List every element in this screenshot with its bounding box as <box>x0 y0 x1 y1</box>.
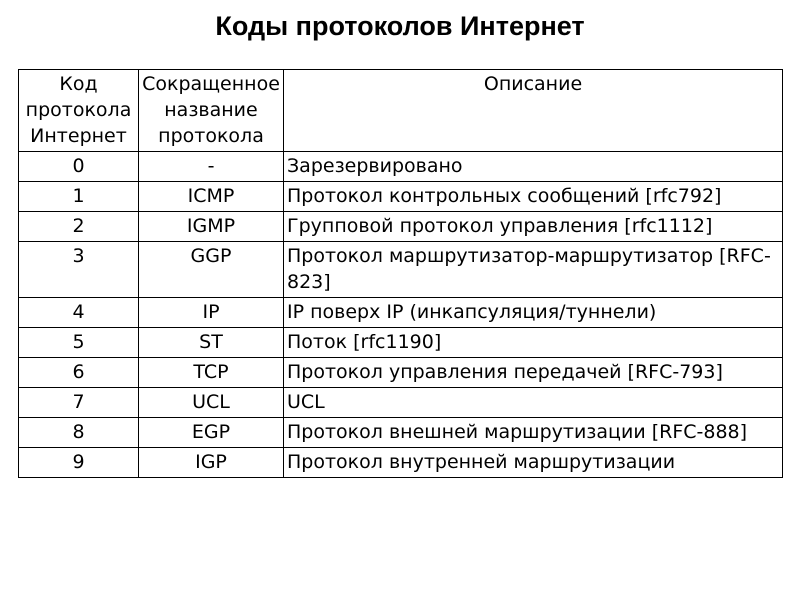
header-protocol-code: Код протокола Интернет <box>19 70 139 152</box>
protocol-description-cell: IP поверх IP (инкапсуляция/туннели) <box>284 298 783 328</box>
protocol-abbreviation-cell: IGP <box>139 448 284 478</box>
protocol-description-cell: Поток [rfc1190] <box>284 328 783 358</box>
table-body <box>19 152 783 478</box>
protocol-abbreviation-cell: TCP <box>139 358 284 388</box>
table-row <box>19 242 783 298</box>
protocol-code-cell: 1 <box>19 182 139 212</box>
protocol-description-cell: Протокол внутренней маршрутизации <box>284 448 783 478</box>
protocol-abbreviation-cell: - <box>139 152 284 182</box>
protocol-abbreviation-cell: IGMP <box>139 212 284 242</box>
protocol-abbreviation-cell: ICMP <box>139 182 284 212</box>
protocol-code-cell: 2 <box>19 212 139 242</box>
table-row <box>19 298 783 328</box>
protocol-abbreviation-cell: GGP <box>139 242 284 298</box>
protocol-abbreviation-cell: EGP <box>139 418 284 448</box>
protocol-code-cell: 8 <box>19 418 139 448</box>
protocol-description-cell: Протокол контрольных сообщений [rfc792] <box>284 182 783 212</box>
protocol-description-cell: UCL <box>284 388 783 418</box>
table-row <box>19 328 783 358</box>
header-row <box>19 70 783 152</box>
table-header <box>19 70 783 152</box>
protocol-code-cell: 6 <box>19 358 139 388</box>
protocol-code-cell: 9 <box>19 448 139 478</box>
page-title: Коды протоколов Интернет <box>215 11 585 41</box>
table-row <box>19 152 783 182</box>
protocol-abbreviation-cell: ST <box>139 328 284 358</box>
header-description: Описание <box>284 70 783 152</box>
protocol-code-cell: 4 <box>19 298 139 328</box>
protocol-code-cell: 7 <box>19 388 139 418</box>
table-row <box>19 358 783 388</box>
protocol-description-cell: Протокол управления передачей [RFC-793] <box>284 358 783 388</box>
protocol-codes-table <box>18 69 783 478</box>
table-row <box>19 212 783 242</box>
protocol-description-cell: Протокол внешней маршрутизации [RFC-888] <box>284 418 783 448</box>
protocol-abbreviation-cell: UCL <box>139 388 284 418</box>
protocol-description-cell: Зарезервировано <box>284 152 783 182</box>
table-row <box>19 418 783 448</box>
table-row <box>19 388 783 418</box>
protocol-code-cell: 3 <box>19 242 139 298</box>
protocol-code-cell: 5 <box>19 328 139 358</box>
protocol-abbreviation-cell: IP <box>139 298 284 328</box>
protocol-code-cell: 0 <box>19 152 139 182</box>
protocol-description-cell: Протокол маршрутизатор-маршрутизатор [RFC-823] <box>284 242 783 298</box>
header-protocol-abbreviation: Сокращенное название протокола <box>139 70 284 152</box>
protocol-description-cell: Групповой протокол управления [rfc1112] <box>284 212 783 242</box>
table-row <box>19 182 783 212</box>
table-row <box>19 448 783 478</box>
